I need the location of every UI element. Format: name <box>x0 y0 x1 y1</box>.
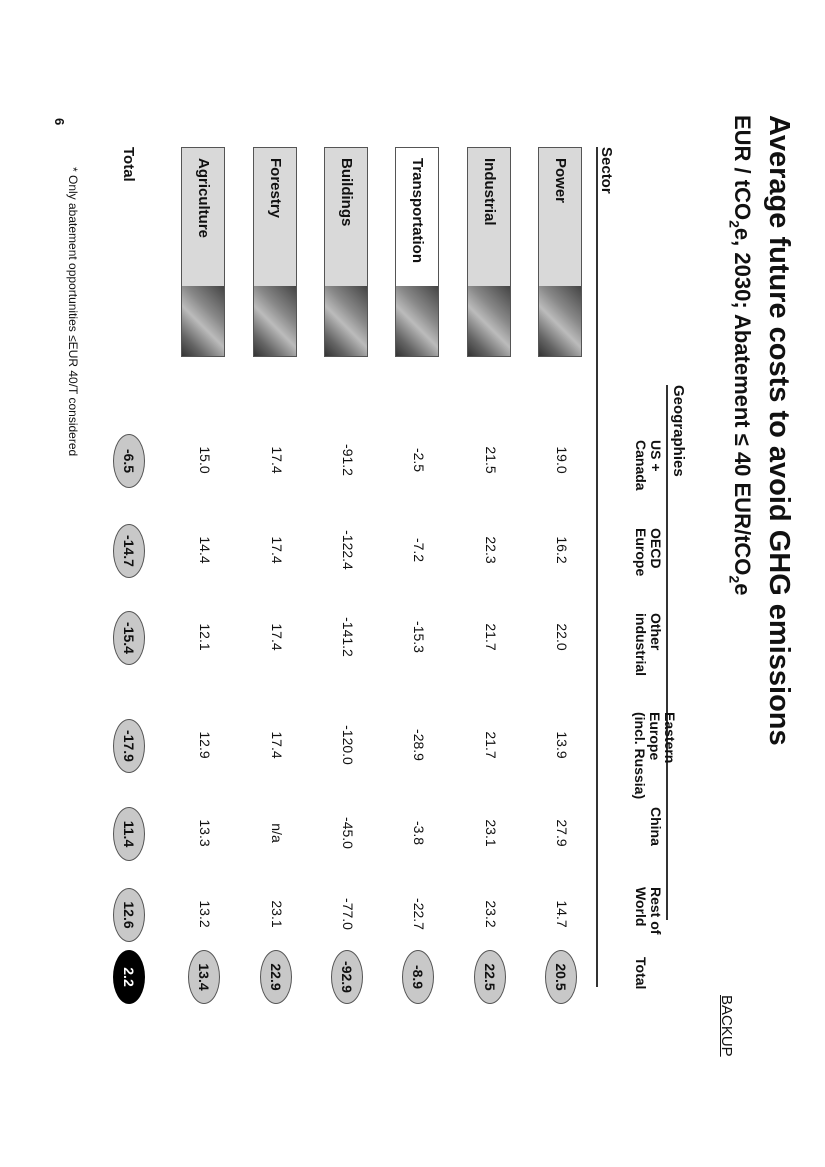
sector-name: Buildings <box>338 158 355 227</box>
sector-box-buildings <box>324 147 368 357</box>
sector-photo <box>468 286 510 356</box>
cell: -22.7 <box>411 898 427 930</box>
cell: 17.4 <box>269 536 285 564</box>
cell: 14.4 <box>197 536 213 564</box>
cell: n/a <box>269 823 285 843</box>
cell: 14.7 <box>554 900 570 928</box>
page-subtitle: EUR / tCO$_2$e, 2030; Abatement ≤ 40 EUR/tCO$_2$e <box>726 115 755 596</box>
sector-header: Sector <box>598 147 615 194</box>
cell: 21.5 <box>483 446 499 474</box>
total-oval: 22.5 <box>474 950 506 1004</box>
cell: 12.9 <box>197 731 213 759</box>
sector-photo <box>539 286 581 356</box>
sector-box-forestry <box>253 147 297 357</box>
total-oval: -92.9 <box>331 950 363 1004</box>
cell: 23.2 <box>483 900 499 928</box>
page-number: 6 <box>52 118 67 126</box>
cell: 19.0 <box>554 446 570 474</box>
col-header-0: US + Canada <box>633 440 664 491</box>
cell: 17.4 <box>269 446 285 474</box>
cell: -122.4 <box>340 530 356 570</box>
cell: 13.3 <box>197 819 213 847</box>
cell: 22.0 <box>554 623 570 651</box>
total-row-oval: -15.4 <box>113 611 145 665</box>
sector-name: Forestry <box>267 158 284 219</box>
cell: 17.4 <box>269 623 285 651</box>
total-oval: 13.4 <box>188 950 220 1004</box>
backup-label: BACKUP <box>718 995 735 1057</box>
sector-box-transportation <box>395 147 439 357</box>
total-row-oval: 11.4 <box>113 807 145 861</box>
total-row-oval: 12.6 <box>113 888 145 942</box>
sector-photo <box>182 286 224 356</box>
cell: -141.2 <box>340 617 356 657</box>
col-header-2: Other industrial <box>633 613 664 677</box>
cell: 21.7 <box>483 731 499 759</box>
cell: -3.8 <box>411 820 427 846</box>
total-oval: 20.5 <box>545 950 577 1004</box>
cell: 13.2 <box>197 900 213 928</box>
col-header-3: Eastern Europe (incl. Russia) <box>632 712 678 800</box>
cell: -15.3 <box>411 621 427 653</box>
total-row-oval: -14.7 <box>113 524 145 578</box>
cell: 27.9 <box>554 819 570 847</box>
sector-photo <box>254 286 296 356</box>
geographies-divider <box>666 385 668 920</box>
sector-name: Industrial <box>481 158 498 226</box>
sector-photo <box>396 286 438 356</box>
cell: -2.5 <box>411 447 427 473</box>
sector-box-agriculture <box>181 147 225 357</box>
sector-box-industrial <box>467 147 511 357</box>
total-oval: -8.9 <box>402 950 434 1004</box>
cell: -28.9 <box>411 729 427 761</box>
total-row-oval: -6.5 <box>113 434 145 488</box>
sector-name: Transportation <box>409 158 426 264</box>
cell: 12.1 <box>197 623 213 651</box>
cell: 16.2 <box>554 536 570 564</box>
page-title: Average future costs to avoid GHG emissions <box>763 115 795 746</box>
cell: -120.0 <box>340 725 356 765</box>
cell: 17.4 <box>269 731 285 759</box>
cell: 23.1 <box>269 900 285 928</box>
col-header-1: OECD Europe <box>633 528 664 577</box>
sector-box-power <box>538 147 582 357</box>
cell: -45.0 <box>340 817 356 849</box>
cell: -7.2 <box>411 537 427 563</box>
cell: 21.7 <box>483 623 499 651</box>
col-header-5: Rest of World <box>633 887 664 935</box>
cell: -91.2 <box>340 444 356 476</box>
footnote: * Only abatement opportunities ≤EUR 40/T considered <box>66 167 80 457</box>
cell: 15.0 <box>197 446 213 474</box>
grand-total-oval: 2.2 <box>113 950 145 1004</box>
sector-name: Agriculture <box>195 158 212 239</box>
cell: -77.0 <box>340 898 356 930</box>
total-row-label: Total <box>120 147 137 182</box>
col-header-total: Total <box>633 957 649 990</box>
col-header-4: China <box>648 807 664 846</box>
total-oval: 22.9 <box>260 950 292 1004</box>
cell: 22.3 <box>483 536 499 564</box>
cell: 23.1 <box>483 819 499 847</box>
sector-photo <box>325 286 367 356</box>
header-divider <box>596 147 598 987</box>
geographies-label: Geographies <box>670 385 687 477</box>
sector-name: Power <box>552 158 569 204</box>
total-row-oval: -17.9 <box>113 719 145 773</box>
cell: 13.9 <box>554 731 570 759</box>
